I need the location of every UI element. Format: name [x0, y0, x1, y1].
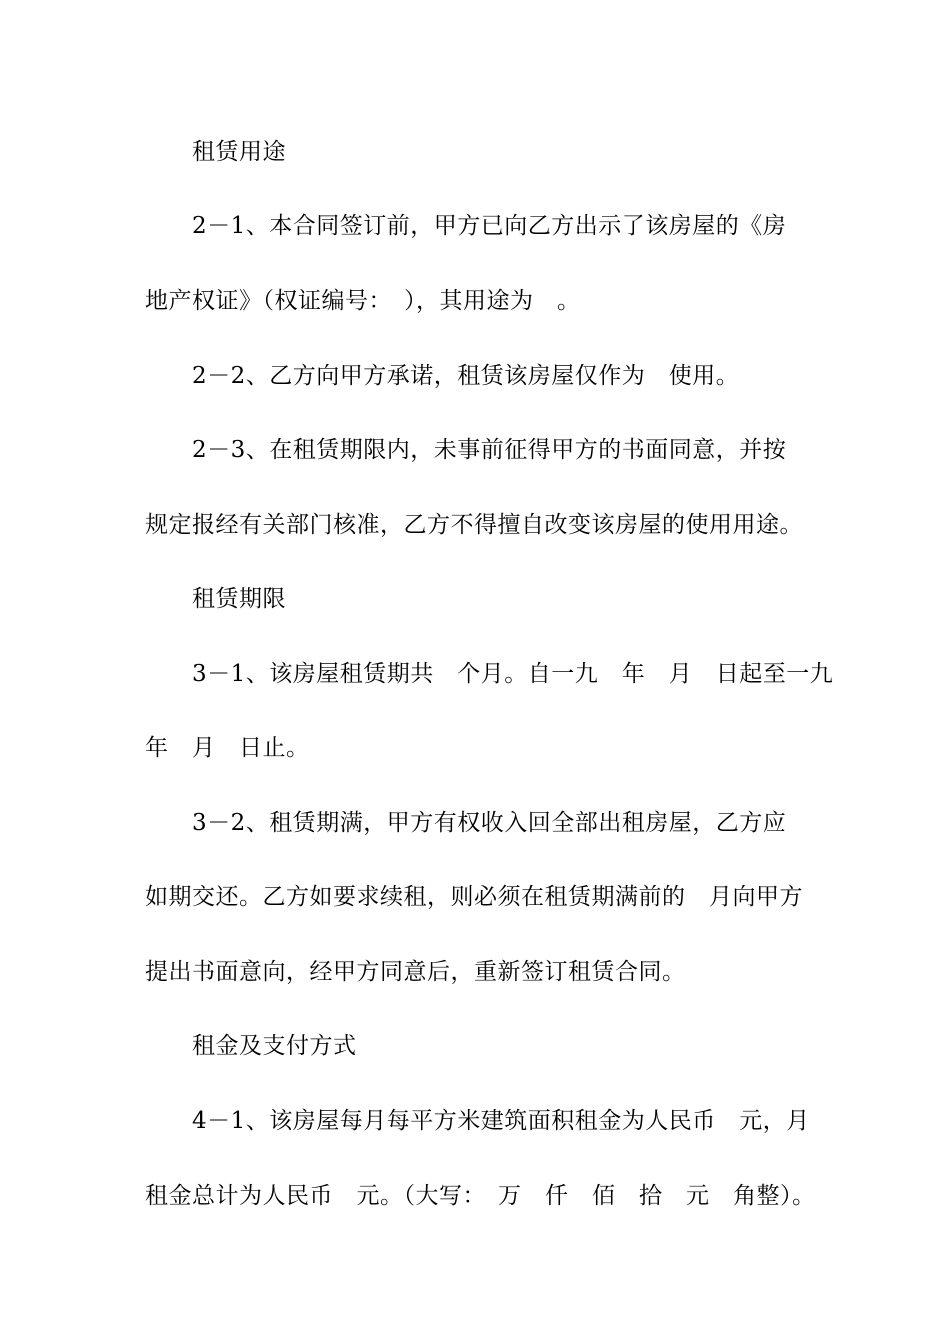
paragraph-line: 提出书面意向，经甲方同意后，重新签订租赁合同。 — [145, 959, 686, 985]
paragraph-line: 3－2、租赁期满，甲方有权收入回全部出租房屋，乙方应 — [192, 810, 787, 836]
paragraph-line: 2－3、在租赁期限内，未事前征得甲方的书面同意，并按 — [192, 437, 787, 463]
section-heading-lease-purpose: 租赁用途 — [192, 139, 286, 165]
paragraph-line: 年 月 日止。 — [145, 735, 310, 761]
paragraph-line: 地产权证》（权证编号： ），其用途为 。 — [145, 288, 581, 314]
section-heading-lease-term: 租赁期限 — [192, 586, 286, 612]
paragraph-line: 如期交还。乙方如要求续租，则必须在租赁期满前的 月向甲方 — [145, 884, 803, 910]
paragraph-line: 租金总计为人民币 元。（大写： 万 仟 佰 拾 元 角整）。 — [145, 1183, 816, 1209]
paragraph-line: 2－2、乙方向甲方承诺，租赁该房屋仅作为 使用。 — [192, 363, 740, 389]
paragraph-line: 3－1、该房屋租赁期共 个月。自一九 年 月 日起至一九 — [192, 661, 834, 687]
paragraph-line: 规定报经有关部门核准，乙方不得擅自改变该房屋的使用用途。 — [145, 512, 803, 538]
paragraph-line: 4－1、该房屋每月每平方米建筑面积租金为人民币 元，月 — [192, 1108, 810, 1134]
section-heading-rent-payment: 租金及支付方式 — [192, 1033, 357, 1059]
paragraph-line: 2－1、本合同签订前，甲方已向乙方出示了该房屋的《房 — [192, 213, 787, 239]
